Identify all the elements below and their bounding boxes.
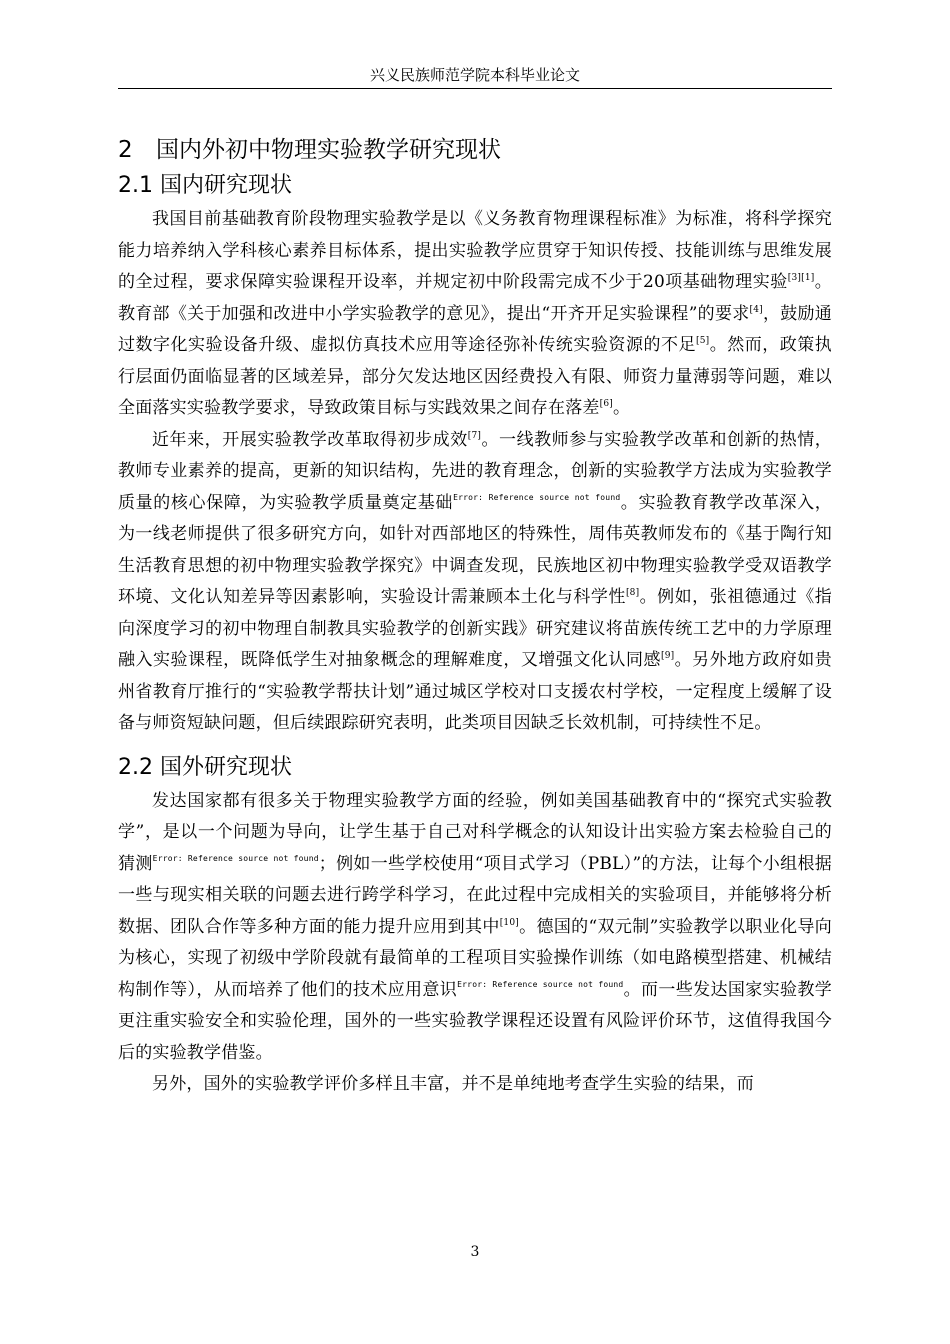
reference-error: Error: Reference source not found — [152, 853, 319, 863]
reference-error: Error: Reference source not found — [453, 492, 621, 502]
citation: [3][1] — [787, 273, 815, 283]
reference-error: Error: Reference source not found — [457, 979, 624, 989]
section-heading-foreign: 2.2 国外研究现状 — [118, 754, 292, 780]
paragraph — [118, 786, 832, 1070]
citation: [6] — [599, 399, 613, 409]
paragraph-text: 。一线教师参与实验教学改革和创新的热情，教师专业素养的提高，更新的知识结构，先进的教育理念，创新的实验教学方法成为实验教学质量的核心保障，为实验教学质量奠定基础 — [118, 429, 832, 513]
chapter-title: 国内外初中物理实验教学研究现状 — [156, 137, 501, 163]
page-number: 3 — [470, 1244, 480, 1260]
header-title: 兴义民族师范学院本科毕业论文 — [369, 66, 580, 84]
paragraph-text: 。教育部《关于加强和改进中小学实验教学的意见》，提出“开齐开足实验课程”的要求 — [118, 272, 832, 324]
paragraph-text: 。然而，政策执行层面仍面临显著的区域差异，部分欠发达地区因经费投入有限、师资力量薄弱等问题，难以全面落实实验教学要求，导致政策目标与实践效果之间存在落差 — [118, 335, 832, 418]
paragraph-text: 我国目前基础教育阶段物理实验教学是以《义务教育物理课程标准》为标准，将科学探究能力培养纳入学科核心素养目标体系，提出实验教学应贯穿于知识传授、技能训练与思维发展的全过程，要求保障实验课程开设率，并规定初中阶段需完成不少于20项基础物理实验 — [118, 209, 832, 292]
page-content — [118, 118, 832, 1101]
citation: [8] — [625, 588, 640, 598]
chapter-heading — [118, 132, 832, 168]
citation: [10] — [499, 917, 519, 928]
section-heading-domestic: 2.1 国内研究现状 — [118, 173, 292, 198]
page-header — [118, 62, 832, 89]
paragraph-text: 近年来，开展实验教学改革取得初步成效 — [152, 429, 468, 450]
paragraph-text: 。另外地方政府如贵州省教育厅推行的“实验教学帮扶计划”通过城区学校对口支援农村学校，一定程度上缓解了设备与师资短缺问题，但后续跟踪研究表明，此类项目因缺乏长效机制，可持续性不足。 — [118, 650, 832, 733]
paragraph: 另外，国外的实验教学评价多样且丰富，并不是单纯地考查学生实验的结果，而 — [152, 1074, 754, 1094]
paragraph-text: 。例如，张祖德通过《指向深度学习的初中物理自制教具实验教学的创新实践》研究建议将苗族传统工艺中的力学原理融入实验课程，既降低学生对抽象概念的理解难度，又增强文化认同感 — [118, 587, 832, 670]
paragraph — [118, 204, 832, 425]
citation: [5] — [696, 336, 710, 346]
paragraph-text: ；例如一些学校使用“项目式学习（PBL）”的方法，让每个小组根据一些与现实相关联的问题去进行跨学科学习，在此过程中完成相关的实验项目，并能够将分析数据、团队合作等多种方面的能力提升应用到其中 — [118, 853, 832, 937]
paragraph-text: 。 — [612, 398, 631, 418]
citation: [9] — [660, 651, 675, 661]
paragraph-text: 。而一些发达国家实验教学更注重实验安全和实验伦理，国外的一些实验教学课程还设置有风险评价环节，这值得我国今后的实验教学借鉴。 — [118, 979, 833, 1063]
chapter-number: 2 — [118, 137, 133, 163]
paragraph-text: ，鼓励通过数字化实验设备升级、虚拟仿真技术应用等途径弥补传统实验资源的不足 — [118, 303, 832, 355]
citation: [4] — [749, 304, 763, 315]
paragraph — [118, 425, 832, 740]
paragraph-text: 。实验教育教学改革深入，为一线老师提供了很多研究方向，如针对西部地区的特殊性，周伟英教师发布的《基于陶行知生活教育思想的初中物理实验教学探究》中调查发现，民族地区初中物理实验教学受双语教学环境、文化认知差异等因素影响，实验设计需兼顾本土化与科学性 — [118, 492, 832, 607]
paragraph-text: 。德国的“双元制”实验教学以职业化导向为核心，实现了初级中学阶段就有最简单的工程项目实验操作训练（如电路模型搭建、机械结构制作等），从而培养了他们的技术应用意识 — [118, 916, 832, 1000]
paragraph-text: 发达国家都有很多关于物理实验教学方面的经验，例如美国基础教育中的“探究式实验教学”，是以一个问题为导向，让学生基于自己对科学概念的认知设计出实验方案去检验自己的猜测 — [118, 790, 832, 874]
citation: [7] — [467, 430, 482, 441]
